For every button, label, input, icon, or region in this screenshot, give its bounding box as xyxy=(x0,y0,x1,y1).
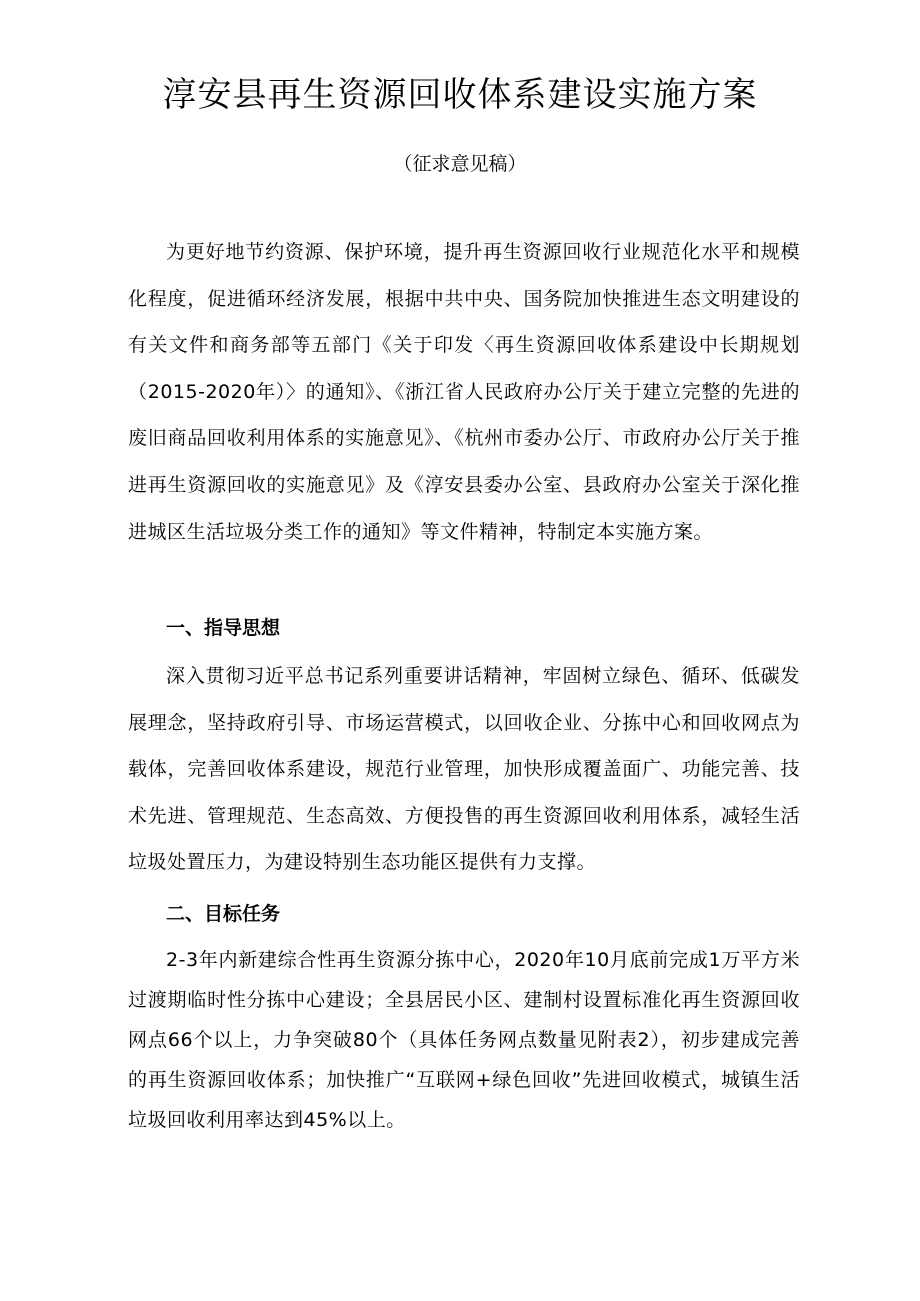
section-heading-goals-tasks: 二、目标任务 xyxy=(166,903,281,925)
section-body-goals-tasks: 2-3年内新建综合性再生资源分拣中心，2020年10月底前完成1万平方米过渡期临时性分拣中心建设；全县居民小区、建制村设置标准化再生资源回收网点66个以上，力争突破80个（具体任务网点数量见附表2），初步建成完善的再生资源回收体系；加快推广“互联网+绿色回收”先进回收模式，城镇生活垃圾回收利用率达到45%以上。 xyxy=(128,949,800,1131)
document-subtitle: （征求意见稿） xyxy=(393,153,527,175)
intro-paragraph: 为更好地节约资源、保护环境，提升再生资源回收行业规范化水平和规模化程度，促进循环经济发展，根据中共中央、国务院加快推进生态文明建设的有关文件和商务部等五部门《关于印发〈再生资源回收体系建设中长期规划（2015-2020年）〉的通知》、《浙江省人民政府办公厅关于建立完整的先进的废旧商品回收利用体系的实施意见》、《杭州市委办公厅、市政府办公厅关于推进再生资源回收的实施意见》及《淳安县委办公室、县政府办公室关于深化推进城区生活垃圾分类工作的通知》等文件精神，特制定本实施方案。 xyxy=(128,241,800,543)
document-title: 淳安县再生资源回收体系建设实施方案 xyxy=(162,75,758,115)
section-body-guiding-ideology: 深入贯彻习近平总书记系列重要讲话精神，牢固树立绿色、循环、低碳发展理念，坚持政府引导、市场运营模式，以回收企业、分拣中心和回收网点为载体，完善回收体系建设，规范行业管理，加快形成覆盖面广、功能完善、技术先进、管理规范、生态高效、方便投售的再生资源回收利用体系，减轻生活垃圾处置压力，为建设特别生态功能区提供有力支撑。 xyxy=(128,665,800,874)
section-heading-guiding-ideology: 一、指导思想 xyxy=(166,617,281,639)
